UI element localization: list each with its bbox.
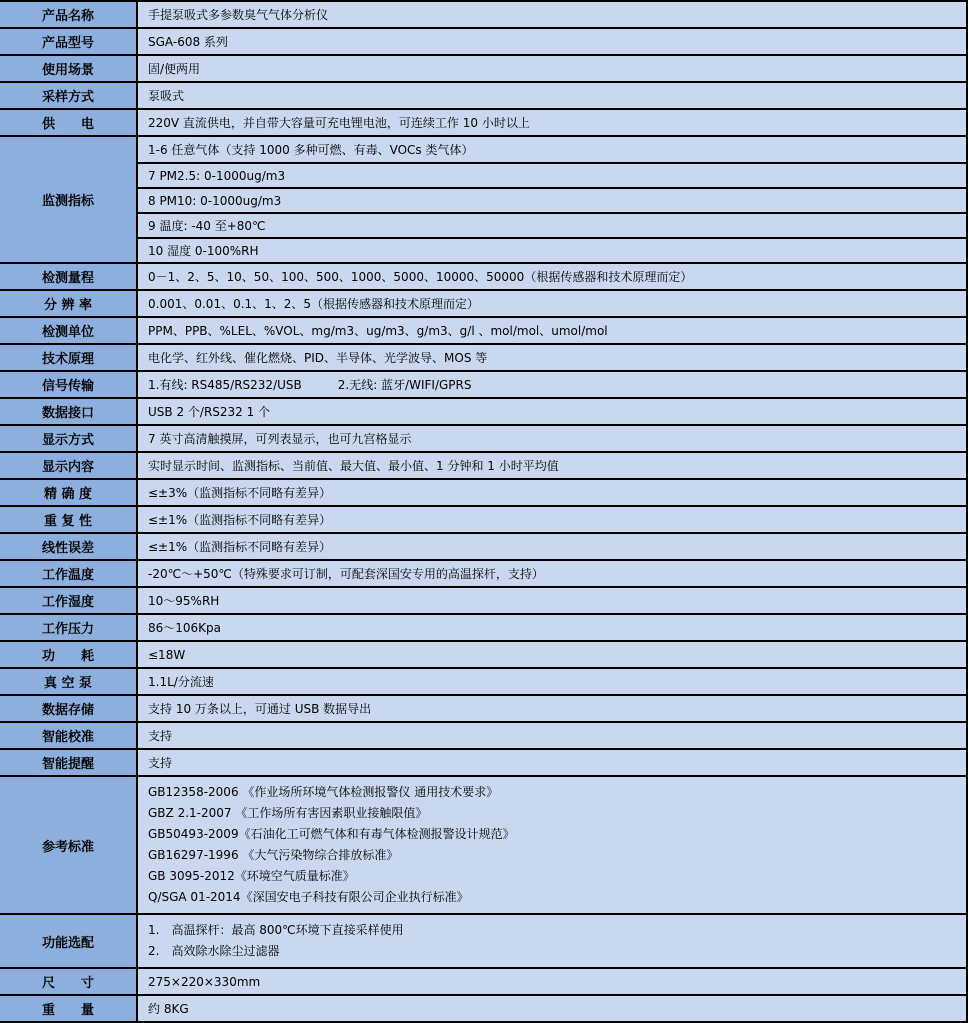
- spec-label: 使用场景: [0, 56, 138, 81]
- spec-values: [138, 642, 966, 667]
- spec-value-cell: 1.有线: RS485/RS232/USB 2.无线: 蓝牙/WIFI/GPRS: [148, 378, 472, 392]
- spec-value-cell: 7 英寸高清触摸屏，可列表显示，也可九宫格显示: [148, 432, 412, 446]
- spec-values: [138, 534, 966, 559]
- spec-label: 智能校准: [0, 723, 138, 748]
- spec-value-cell: 电化学、红外线、催化燃烧、PID、半导体、光学波导、MOS 等: [148, 351, 488, 365]
- spec-value-cell: 220V 直流供电，并自带大容量可充电锂电池，可连续工作 10 小时以上: [148, 116, 530, 130]
- spec-values: [138, 561, 966, 586]
- spec-row: [0, 721, 966, 748]
- spec-value-cell: 1.1L/分流速: [148, 675, 214, 689]
- spec-label: 工作压力: [0, 615, 138, 640]
- spec-row: [0, 559, 966, 586]
- spec-values: [138, 56, 966, 81]
- spec-row: [0, 135, 966, 262]
- spec-row: [0, 913, 966, 967]
- spec-row: [0, 775, 966, 913]
- spec-values: [138, 2, 966, 27]
- spec-row: [0, 967, 966, 994]
- spec-label: 分 辨 率: [0, 291, 138, 316]
- spec-value-cell: 10 湿度 0-100%RH: [138, 237, 966, 262]
- spec-values: [138, 372, 966, 397]
- spec-label: 线性误差: [0, 534, 138, 559]
- spec-label: 工作温度: [0, 561, 138, 586]
- spec-label: 重 复 性: [0, 507, 138, 532]
- spec-values: [138, 453, 966, 478]
- spec-row: [0, 27, 966, 54]
- spec-row: [0, 532, 966, 559]
- spec-row: [0, 424, 966, 451]
- spec-label: 数据存储: [0, 696, 138, 721]
- spec-value-cell: USB 2 个/RS232 1 个: [148, 405, 271, 419]
- spec-row: [0, 343, 966, 370]
- spec-value-cell: 1-6 任意气体（支持 1000 多种可燃、有毒、VOCs 类气体）: [148, 143, 474, 157]
- spec-row: [0, 586, 966, 613]
- spec-values: [138, 110, 966, 135]
- spec-values: [138, 507, 966, 532]
- spec-label: 信号传输: [0, 372, 138, 397]
- spec-row: [0, 451, 966, 478]
- spec-row: [0, 81, 966, 108]
- spec-label: 供 电: [0, 110, 138, 135]
- spec-values: [138, 29, 966, 54]
- spec-value-cell: SGA-608 系列: [148, 35, 228, 49]
- spec-value-cell: 约 8KG: [148, 1002, 189, 1016]
- spec-values: [138, 426, 966, 451]
- spec-values: [138, 996, 966, 1021]
- spec-value-cell: 手提泵吸式多参数臭气气体分析仪: [148, 8, 329, 22]
- spec-values: [138, 777, 966, 913]
- spec-value-cell: ≤18W: [148, 647, 186, 662]
- spec-values: [138, 480, 966, 505]
- spec-value-cell: [138, 777, 966, 913]
- spec-row: [0, 262, 966, 289]
- spec-label: 尺 寸: [0, 969, 138, 994]
- spec-value-cell: 固/便两用: [148, 62, 201, 76]
- spec-value-cell: 275×220×330mm: [148, 974, 261, 989]
- spec-line: GBZ 2.1-2007 《工作场所有害因素职业接触限值》: [148, 806, 428, 820]
- spec-label: 精 确 度: [0, 480, 138, 505]
- spec-row: [0, 316, 966, 343]
- spec-values: [138, 969, 966, 994]
- spec-row: [0, 505, 966, 532]
- spec-line: 1. 高温探杆：最高 800℃环境下直接采样使用: [148, 923, 404, 937]
- spec-label: 检测量程: [0, 264, 138, 289]
- spec-value-cell: 支持 10 万条以上，可通过 USB 数据导出: [148, 702, 372, 716]
- spec-values: [138, 291, 966, 316]
- spec-row: [0, 478, 966, 505]
- spec-value-cell: 8 PM10: 0-1000ug/m3: [138, 187, 966, 212]
- spec-label: 产品型号: [0, 29, 138, 54]
- spec-value-cell: ≤±1%（监测指标不同略有差异）: [148, 513, 332, 527]
- spec-value-cell: 0.001、0.01、0.1、1、2、5（根据传感器和技术原理而定）: [148, 297, 480, 311]
- spec-values: [138, 696, 966, 721]
- spec-label: 显示内容: [0, 453, 138, 478]
- spec-value-cell: 7 PM2.5: 0-1000ug/m3: [138, 162, 966, 187]
- spec-row: [0, 54, 966, 81]
- spec-label: 数据接口: [0, 399, 138, 424]
- spec-label: 真 空 泵: [0, 669, 138, 694]
- spec-value-cell: ≤±1%（监测指标不同略有差异）: [148, 540, 332, 554]
- spec-row: [0, 370, 966, 397]
- spec-value-cell: 0－1、2、5、10、50、100、500、1000、5000、10000、50000（根据传感器和技术原理而定）: [148, 270, 693, 284]
- spec-label: 功 耗: [0, 642, 138, 667]
- spec-row: [0, 994, 966, 1021]
- spec-values: [138, 264, 966, 289]
- spec-value-cell: 9 温度: -40 至+80℃: [138, 212, 966, 237]
- spec-row: [0, 2, 966, 27]
- spec-row: [0, 667, 966, 694]
- spec-value-cell: PPM、PPB、%LEL、%VOL、mg/m3、ug/m3、g/m3、g/l 、mol/mol、umol/mol: [148, 324, 608, 338]
- spec-value-cell: 支持: [148, 729, 173, 743]
- spec-row: [0, 694, 966, 721]
- spec-row: [0, 108, 966, 135]
- spec-values: [138, 915, 966, 967]
- spec-value-cell: 86～106Kpa: [148, 621, 222, 635]
- spec-label: 智能提醒: [0, 750, 138, 775]
- spec-values: [138, 318, 966, 343]
- spec-row: [0, 640, 966, 667]
- spec-row: [0, 748, 966, 775]
- spec-label: 技术原理: [0, 345, 138, 370]
- spec-line: Q/SGA 01-2014《深国安电子科技有限公司企业执行标准》: [148, 890, 469, 904]
- spec-line: GB12358-2006 《作业场所环境气体检测报警仪 通用技术要求》: [148, 785, 499, 799]
- spec-label: 参考标准: [0, 777, 138, 913]
- spec-values: [138, 137, 966, 262]
- spec-label: 产品名称: [0, 2, 138, 27]
- spec-label: 监测指标: [0, 137, 138, 262]
- spec-value-cell: [138, 915, 966, 967]
- spec-values: [138, 750, 966, 775]
- spec-line: GB 3095-2012《环境空气质量标准》: [148, 869, 355, 883]
- spec-label: 检测单位: [0, 318, 138, 343]
- spec-values: [138, 669, 966, 694]
- spec-value-cell: ≤±3%（监测指标不同略有差异）: [148, 486, 332, 500]
- spec-label: 功能选配: [0, 915, 138, 967]
- spec-row: [0, 397, 966, 424]
- spec-line: GB16297-1996 《大气污染物综合排放标准》: [148, 848, 399, 862]
- spec-values: [138, 399, 966, 424]
- spec-value-cell: 10～95%RH: [148, 594, 220, 608]
- spec-values: [138, 83, 966, 108]
- spec-value-cell: 泵吸式: [148, 89, 185, 103]
- spec-line: 2. 高效除水除尘过滤器: [148, 944, 280, 958]
- spec-values: [138, 345, 966, 370]
- spec-label: 工作湿度: [0, 588, 138, 613]
- spec-value-cell: 实时显示时间、监测指标、当前值、最大值、最小值、1 分钟和 1 小时平均值: [148, 459, 559, 473]
- spec-values: [138, 723, 966, 748]
- spec-row: [0, 289, 966, 316]
- spec-label: 采样方式: [0, 83, 138, 108]
- spec-line: GB50493-2009《石油化工可燃气体和有毒气体检测报警设计规范》: [148, 827, 515, 841]
- spec-values: [138, 588, 966, 613]
- spec-value-cell: 支持: [148, 756, 173, 770]
- spec-row: [0, 613, 966, 640]
- spec-value-cell: -20℃～+50℃（特殊要求可订制，可配套深国安专用的高温探杆，支持）: [148, 567, 544, 581]
- spec-label: 重 量: [0, 996, 138, 1021]
- spec-values: [138, 615, 966, 640]
- spec-label: 显示方式: [0, 426, 138, 451]
